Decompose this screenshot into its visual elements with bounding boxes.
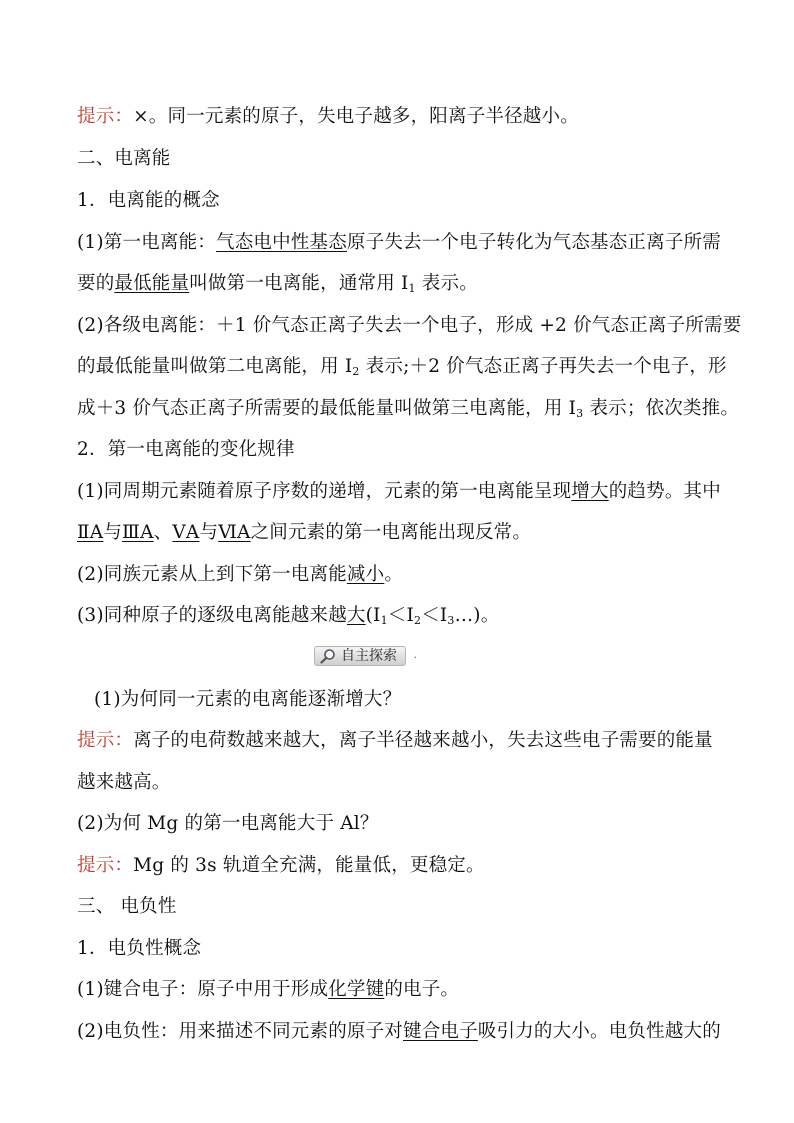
text-run: 、 bbox=[153, 522, 173, 543]
hint-text: ×。同一元素的原子，失电子越多，阳离子半径越小。 bbox=[133, 106, 579, 127]
paragraph-successive-ionization-2 bbox=[77, 355, 727, 384]
text-run: 的趋势。其中 bbox=[608, 481, 721, 502]
text-run: 吸引力的大小。电负性越大的 bbox=[477, 1021, 721, 1042]
text-run: ＜I bbox=[421, 605, 448, 626]
text-run: 成＋3 价气态正离子所需要的最低能量叫做第三电离能，用 I bbox=[77, 398, 577, 419]
hint-label: 提示： bbox=[77, 855, 134, 876]
underlined-term: ⅤA bbox=[172, 522, 200, 543]
paragraph-first-ionization-1 bbox=[77, 231, 727, 255]
paragraph-successive-trend bbox=[77, 604, 727, 633]
paragraph-bonding-electrons bbox=[77, 978, 727, 1002]
decorative-dots-icon: ⠠ bbox=[410, 650, 418, 662]
paragraph-successive-ionization-3 bbox=[77, 397, 740, 426]
text-run: (1)键合电子：原子中用于形成 bbox=[77, 979, 329, 1000]
text-run: 的电子。 bbox=[384, 979, 460, 1000]
answer-1-line-2: 越来越高。 bbox=[77, 772, 171, 793]
underlined-term: ⅥA bbox=[218, 522, 251, 543]
paragraph-period-trend-2 bbox=[77, 521, 727, 545]
self-explore-label: 自主探索 bbox=[341, 648, 397, 664]
underlined-term: ⅡA bbox=[77, 522, 104, 543]
underlined-term: 化学键 bbox=[328, 979, 385, 1000]
underlined-term: 最低能量 bbox=[114, 273, 190, 294]
text-run: (2)同族元素从上到下第一电离能 bbox=[77, 564, 347, 585]
text-run: 表示。 bbox=[415, 273, 478, 294]
underlined-term: 气态电中性基态 bbox=[216, 232, 347, 253]
hint-label: 提示： bbox=[77, 730, 134, 751]
text-run: 表示；依次类推。 bbox=[583, 398, 740, 419]
self-explore-banner bbox=[314, 645, 434, 667]
subscript: 1 bbox=[408, 282, 416, 295]
paragraph-electronegativity bbox=[77, 1020, 727, 1044]
subsection-title-concept: 1．电离能的概念 bbox=[77, 190, 220, 211]
subscript: 1 bbox=[380, 614, 388, 627]
paragraph-first-ionization-2 bbox=[77, 272, 727, 301]
underlined-term: 键合电子 bbox=[403, 1021, 478, 1042]
text-run: (I bbox=[365, 605, 381, 626]
answer-2 bbox=[77, 854, 727, 878]
text-run: 与 bbox=[199, 522, 219, 543]
text-run: 。 bbox=[384, 564, 404, 585]
subsection-title-trends: 2．第一电离能的变化规律 bbox=[77, 439, 295, 460]
subscript: 3 bbox=[447, 614, 455, 627]
magnifier-icon bbox=[320, 648, 336, 664]
section-title-ionization-energy: 二、电离能 bbox=[77, 148, 171, 169]
underlined-term: 减小 bbox=[346, 564, 385, 585]
text-run: (3)同种原子的逐级电离能越来越 bbox=[77, 605, 347, 626]
text-run: 的最低能量叫做第二电离能，用 I bbox=[77, 356, 353, 377]
text-run: 叫做第一电离能，通常用 I bbox=[189, 273, 409, 294]
text-run: 之间元素的第一电离能出现反常。 bbox=[250, 522, 532, 543]
paragraph-period-trend-1 bbox=[77, 480, 727, 504]
underlined-term: ⅢA bbox=[122, 522, 154, 543]
text-run: 离子的电荷数越来越大，离子半径越来越小，失去这些电子需要的能量 bbox=[133, 730, 713, 751]
underlined-term: 大 bbox=[346, 605, 366, 626]
underlined-term: 增大 bbox=[571, 481, 609, 502]
text-run: (1)同周期元素随着原子序数的递增，元素的第一电离能呈现 bbox=[77, 481, 572, 502]
question-2: (2)为何 Mg 的第一电离能大于 Al？ bbox=[77, 813, 379, 834]
text-run: (1)第一电离能： bbox=[77, 232, 217, 253]
paragraph-group-trend bbox=[77, 563, 727, 587]
text-run: 与 bbox=[103, 522, 123, 543]
subscript: 3 bbox=[576, 407, 584, 420]
text-run: …)。 bbox=[454, 605, 500, 626]
hint-line-1 bbox=[77, 105, 727, 129]
section-title-electronegativity: 三、 电负性 bbox=[77, 896, 177, 917]
self-explore-label-box bbox=[314, 646, 406, 666]
text-run: 要的 bbox=[77, 273, 115, 294]
question-1: (1)为何同一元素的电离能逐渐增大？ bbox=[94, 689, 402, 710]
text-run: ＜I bbox=[387, 605, 414, 626]
hint-label: 提示： bbox=[77, 106, 134, 127]
text-run: 原子失去一个电子转化为气态基态正离子所需 bbox=[346, 232, 721, 253]
text-run: 表示;＋2 价气态正离子再失去一个电子，形 bbox=[359, 356, 727, 377]
paragraph-successive-ionization-1: (2)各级电离能：＋1 价气态正离子失去一个电子，形成 +2 价气态正离子所需要 bbox=[77, 315, 742, 336]
subscript: 2 bbox=[413, 614, 422, 627]
text-run: Mg 的 3s 轨道全充满，能量低，更稳定。 bbox=[133, 855, 485, 876]
text-run: (2)电负性：用来描述不同元素的原子对 bbox=[77, 1021, 404, 1042]
subscript: 2 bbox=[352, 365, 360, 378]
answer-1-line-1 bbox=[77, 729, 727, 753]
subsection-title-electronegativity-concept: 1．电负性概念 bbox=[77, 938, 202, 959]
